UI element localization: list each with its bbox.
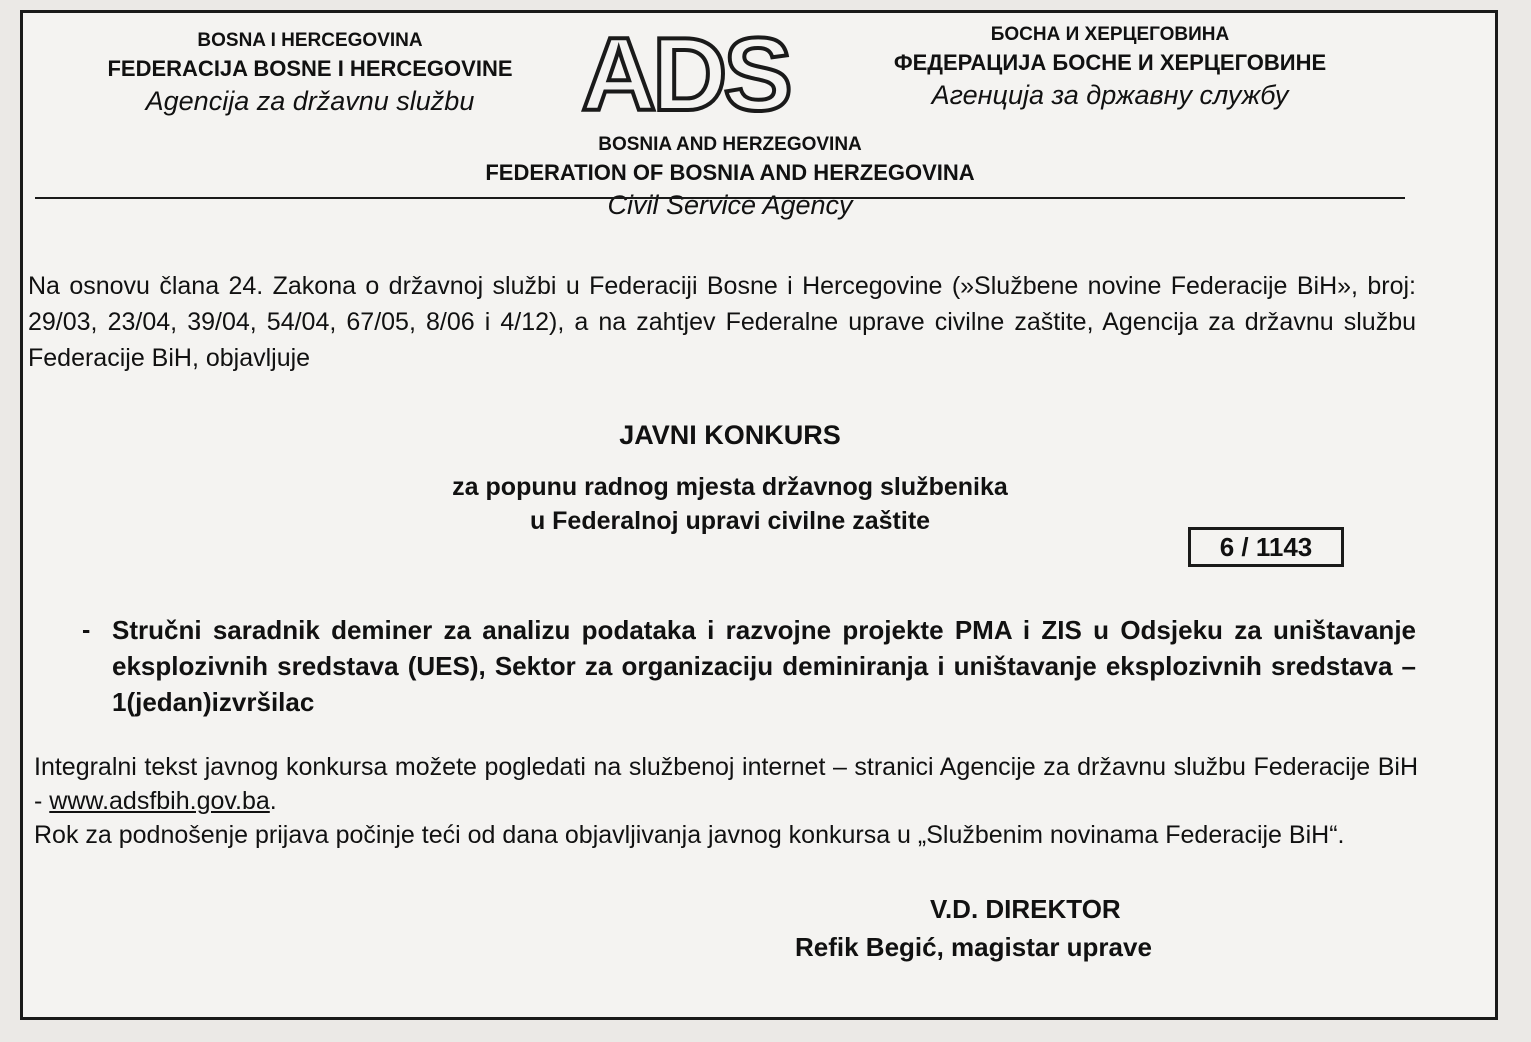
header-center-federation: FEDERATION OF BOSNIA AND HERZEGOVINA [485, 160, 975, 185]
subtitle-line-1: za popunu radnog mjesta državnog službenika [452, 473, 1008, 501]
ads-logo-text: ADS [581, 22, 789, 122]
subtitle-line-2: u Federalnoj upravi civilne zaštite [529, 507, 931, 535]
reference-number-box [1188, 527, 1344, 567]
integral-text-paragraph [34, 750, 1418, 818]
header-left [50, 28, 570, 118]
signature-title: V.D. DIREKTOR [930, 894, 1121, 924]
signature-name: Refik Begić, magistar uprave [795, 932, 1152, 962]
announcement-subtitle [330, 470, 1130, 538]
header-right [830, 22, 1390, 112]
position-bullet: - [82, 616, 91, 644]
reference-number: 6 / 1143 [1219, 531, 1313, 562]
header-divider [35, 197, 1405, 199]
header-left-federation: FEDERACIJA BOSNE I HERCEGOVINE [107, 56, 513, 81]
integral-text: Integralni tekst javnog konkursa možete pogledati na službenoj internet – stranici Agencije za državnu službu Federacije BiH - [34, 753, 1418, 815]
deadline-paragraph: Rok za podnošenje prijava počinje teći od dana objavljivanja javnog konkursa u „Službenim novinama Federacije BiH“. [34, 821, 1345, 849]
ads-logo [565, 22, 805, 122]
header-left-country: BOSNA I HERCEGOVINA [197, 30, 423, 51]
signature-block [750, 890, 1350, 966]
header-right-country: БОСНА И ХЕРЦЕГОВИНА [990, 24, 1230, 45]
intro-paragraph: Na osnovu člana 24. Zakona o državnoj službi u Federaciji Bosne i Hercegovine (»Službene novine Federacije BiH», broj: 29/03, 23/04, 39/04, 54/04, 67/05, 8/06 i 4/12), a na zahtjev Federalne uprave civilne zaštite, Agencija za državnu službu Federacije BiH, objavljuje [28, 272, 1416, 372]
header-center [400, 132, 1060, 222]
announcement-title: JAVNI KONKURS [619, 420, 841, 450]
integral-text-end: . [269, 787, 277, 815]
position-description: Stručni saradnik deminer za analizu podataka i razvojne projekte PMA i ZIS u Odsjeku za uništavanje eksplozivnih sredstava (UES), Sektor za organizaciju deminiranja i uništavanje eksplozivnih sredstava – 1(jedan)izvršilac [112, 615, 1416, 717]
header-center-country: BOSNIA AND HERZEGOVINA [598, 134, 862, 155]
header-right-federation: ФЕДЕРАЦИЈА БОСНЕ И ХЕРЦЕГОВИНЕ [893, 50, 1327, 75]
header-center-agency: Civil Service Agency [607, 190, 853, 220]
header-left-agency: Agencija za državnu službu [145, 86, 475, 116]
header-right-agency: Агенција за државну службу [931, 80, 1289, 110]
agency-website-link[interactable]: www.adsfbih.gov.ba [49, 787, 270, 815]
